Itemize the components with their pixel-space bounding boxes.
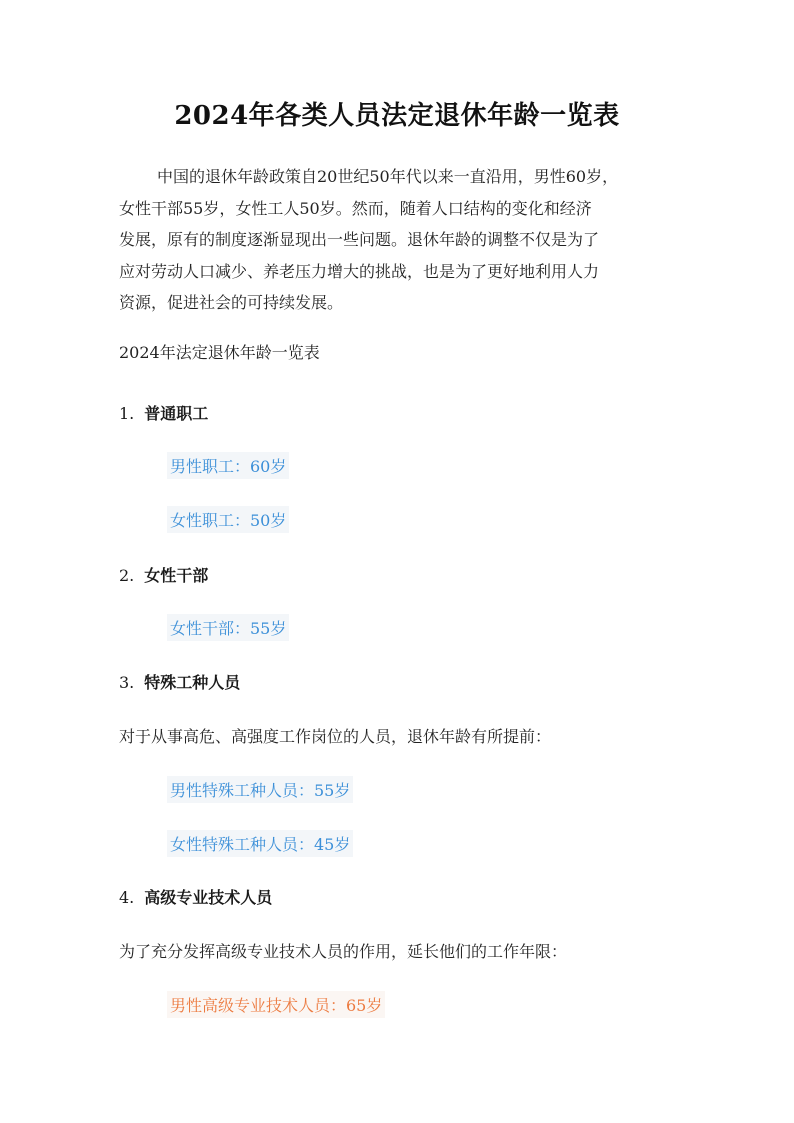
- section-heading-senior-professionals: [119, 885, 272, 908]
- section-title: 高级专业技术人员: [144, 888, 273, 907]
- intro-line: 资源，促进社会的可持续发展。: [119, 293, 344, 312]
- document-title: 2024年各类人员法定退休年龄一览表: [174, 101, 620, 131]
- retirement-age-item: 男性职工：60岁: [167, 452, 289, 479]
- intro-paragraph: [119, 161, 679, 319]
- intro-line: 发展，原有的制度逐渐显现出一些问题。退休年龄的调整不仅是为了: [119, 230, 600, 249]
- retirement-age-item: 男性高级专业技术人员：65岁: [167, 991, 385, 1018]
- intro-line: 中国的退休年龄政策自20世纪50年代以来一直沿用，男性60岁，: [157, 167, 619, 186]
- section-description: 为了充分发挥高级专业技术人员的作用，延长他们的工作年限：: [119, 942, 568, 961]
- table-subtitle: 2024年法定退休年龄一览表: [119, 343, 320, 362]
- section-title: 普通职工: [144, 404, 209, 423]
- intro-line: 应对劳动人口减少、养老压力增大的挑战，也是为了更好地利用人力: [119, 261, 600, 281]
- retirement-age-item: 女性干部：55岁: [167, 614, 289, 641]
- section-heading-special-workers: [119, 670, 240, 693]
- section-number: 3.: [119, 673, 135, 692]
- intro-line: 女性干部55岁，女性工人50岁。然而，随着人口结构的变化和经济: [119, 198, 592, 218]
- section-number: 4.: [119, 888, 135, 907]
- section-title: 特殊工种人员: [144, 673, 241, 692]
- section-number: 2.: [119, 566, 135, 585]
- section-title: 女性干部: [144, 566, 209, 585]
- retirement-age-item: 女性特殊工种人员：45岁: [167, 830, 353, 857]
- retirement-age-item: 女性职工：50岁: [167, 506, 289, 533]
- section-number: 1.: [119, 404, 135, 423]
- section-description: 对于从事高危、高强度工作岗位的人员，退休年龄有所提前：: [119, 727, 552, 746]
- section-heading-female-cadres: [119, 563, 208, 586]
- section-heading-ordinary-workers: [119, 401, 208, 424]
- retirement-age-item: 男性特殊工种人员：55岁: [167, 776, 353, 803]
